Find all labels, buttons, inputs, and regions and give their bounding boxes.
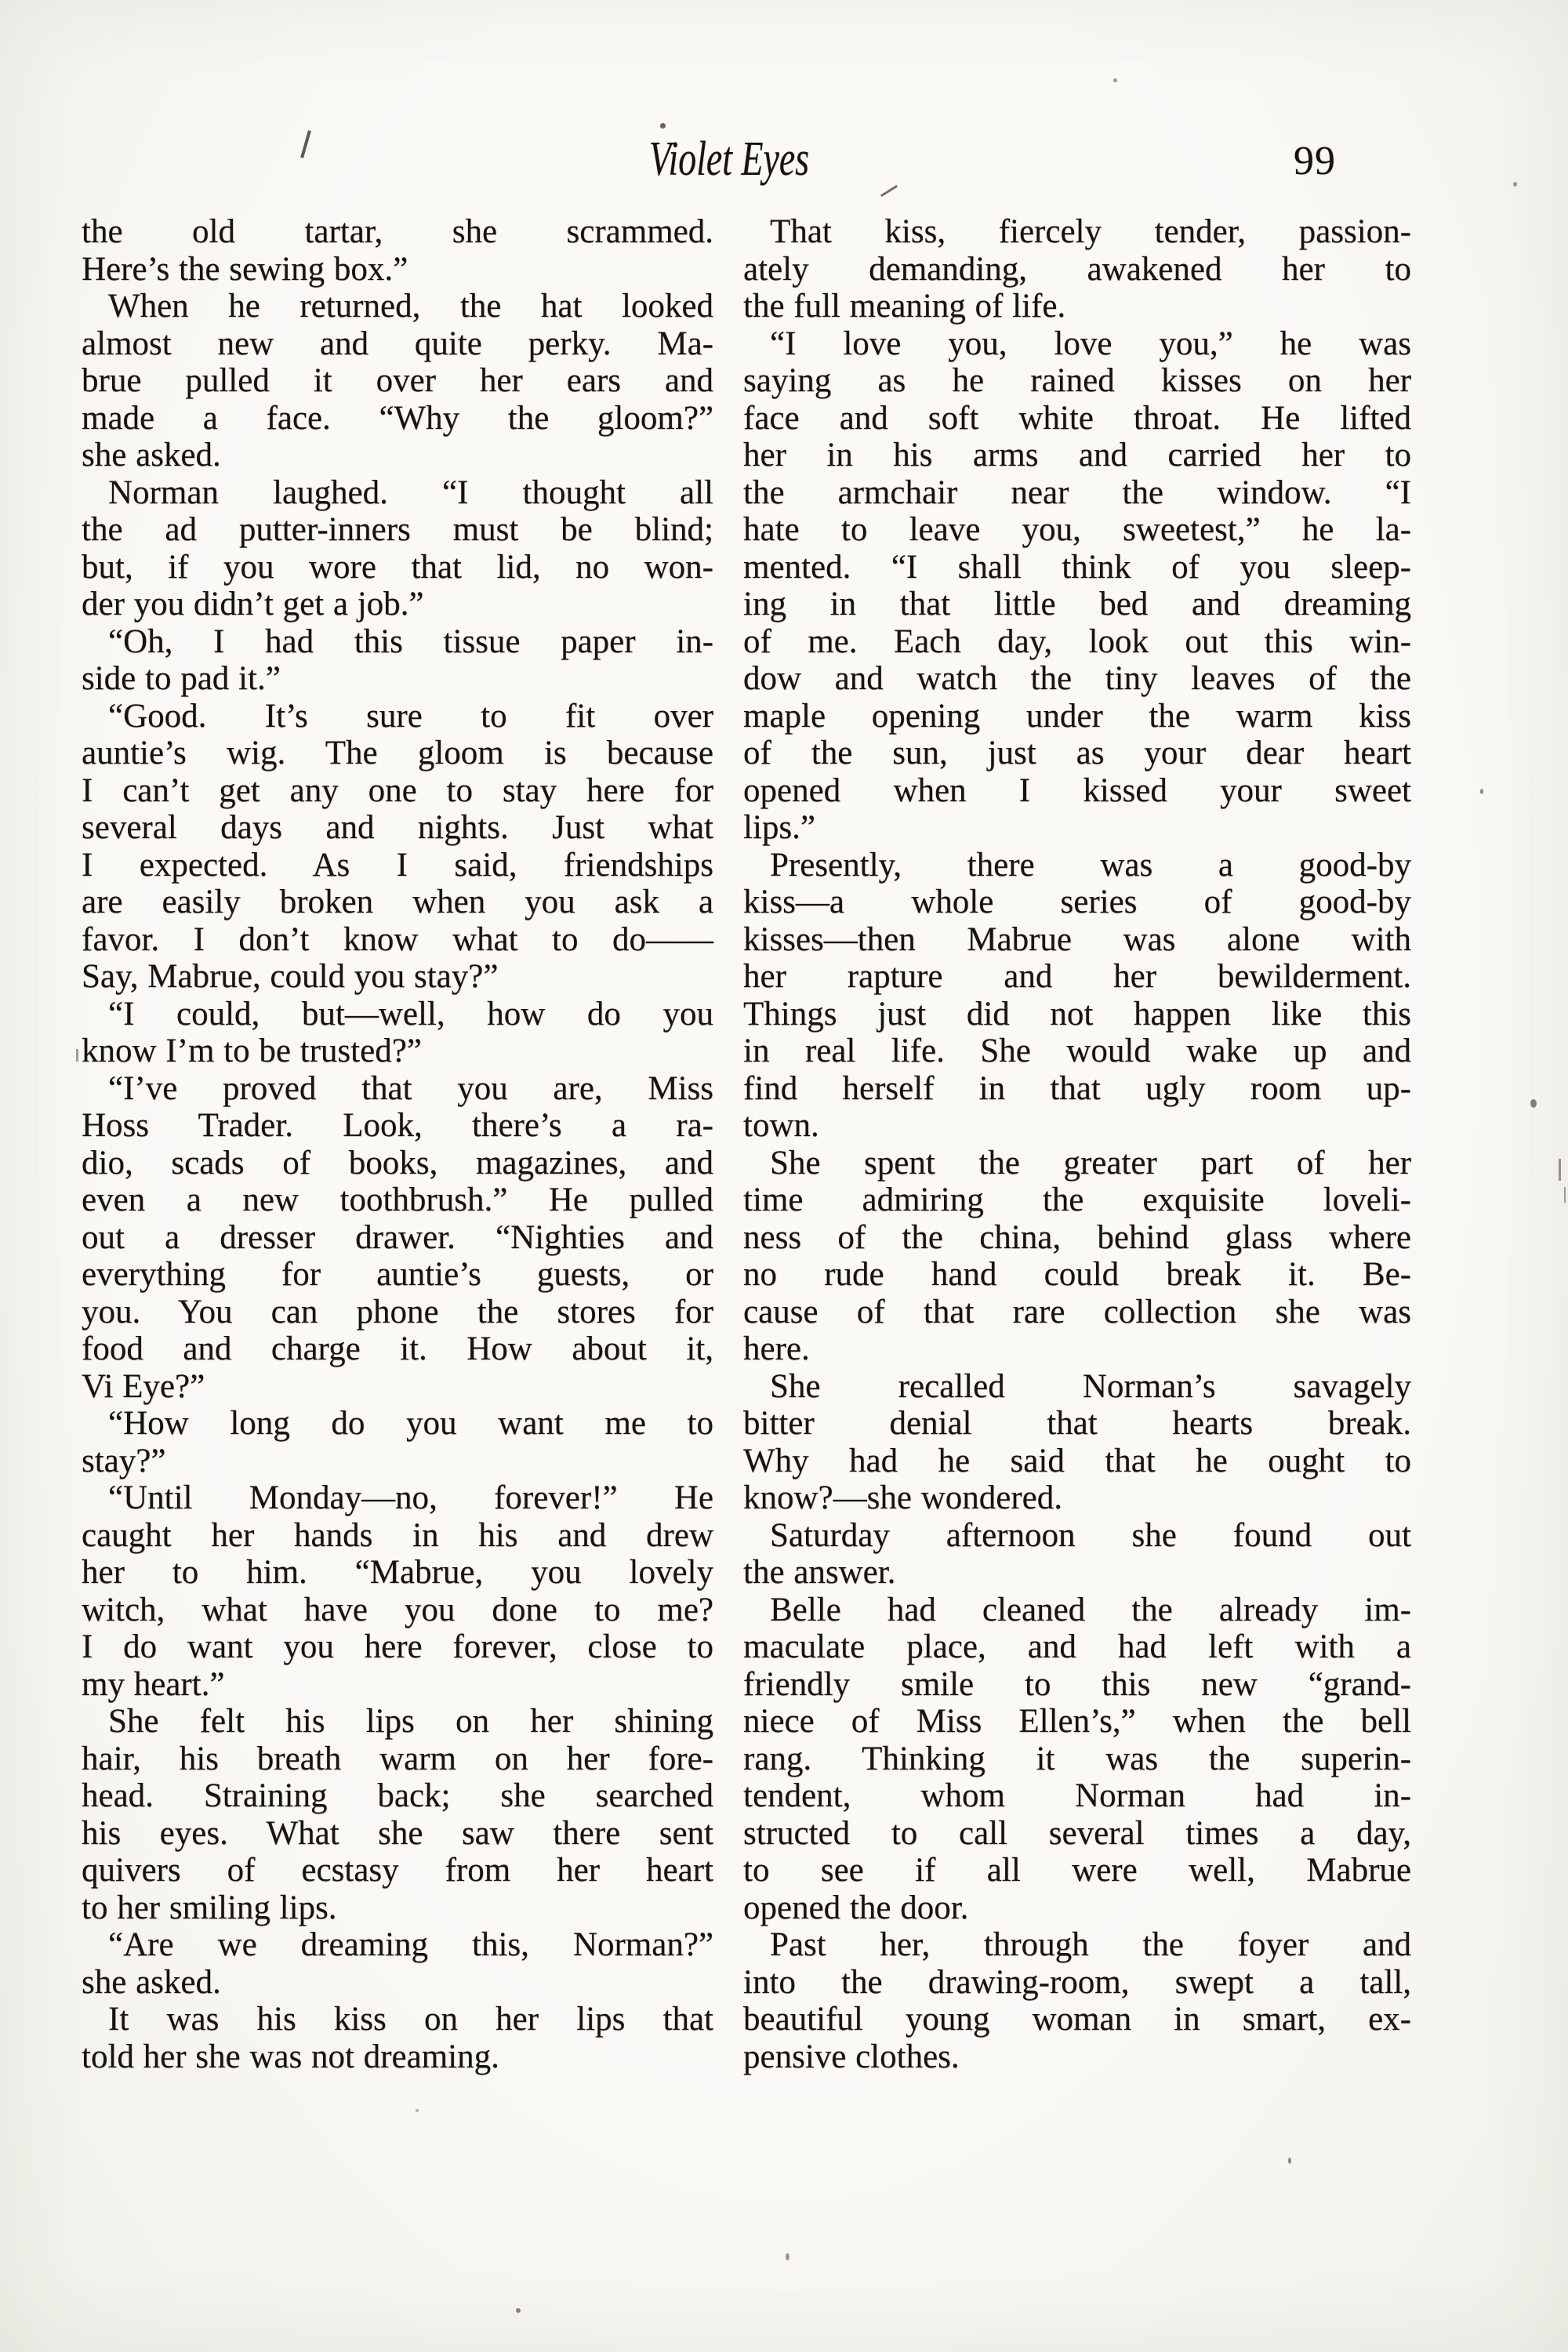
scan-speck xyxy=(660,123,666,129)
text-line: Saturday afternoon she found out xyxy=(770,1516,1411,1554)
text-line: to see if all were well, Mabrue xyxy=(743,1852,1411,1889)
text-line: almost new and quite perky. Ma- xyxy=(82,325,713,362)
text-line: but, if you wore that lid, no won- xyxy=(82,548,713,586)
text-line: opened the door. xyxy=(743,1889,969,1926)
text-line: here. xyxy=(743,1330,810,1367)
text-line: She spent the greater part of her xyxy=(770,1144,1411,1181)
text-line: bitter denial that hearts break. xyxy=(743,1405,1411,1442)
scan-speck xyxy=(1513,182,1517,187)
text-line: caught her hands in his and drew xyxy=(82,1516,713,1554)
text-line: maculate place, and had left with a xyxy=(743,1628,1411,1665)
text-line: She recalled Norman’s savagely xyxy=(770,1367,1411,1405)
text-line: kiss—a whole series of good-by xyxy=(743,884,1411,920)
page-number: 99 xyxy=(1294,139,1336,183)
text-line: Past her, through the foyer and xyxy=(770,1926,1411,1963)
text-line: lips.” xyxy=(743,809,815,846)
page-title-text: Violet Eyes xyxy=(648,132,810,186)
text-line: saying as he rained kisses on her xyxy=(743,362,1411,399)
column-left xyxy=(82,213,713,2075)
text-line: rang. Thinking it was the superin- xyxy=(743,1740,1411,1777)
text-line: auntie’s wig. The gloom is because xyxy=(82,735,713,771)
text-line: Vi Eye?” xyxy=(82,1367,205,1405)
text-line: der you didn’t get a job.” xyxy=(82,586,424,622)
text-line: her to him. “Mabrue, you lovely xyxy=(82,1554,713,1591)
text-line: beautiful young woman in smart, ex- xyxy=(743,2001,1411,2038)
text-line: brue pulled it over her ears and xyxy=(82,362,713,399)
text-line: town. xyxy=(743,1107,819,1144)
column-right xyxy=(743,213,1411,2075)
text-line: you. You can phone the stores for xyxy=(82,1293,713,1330)
text-line: mented. “I shall think of you sleep- xyxy=(743,548,1411,586)
text-line: She felt his lips on her shining xyxy=(108,1703,713,1740)
text-line: in real life. She would wake up and xyxy=(743,1033,1411,1069)
text-line: the armchair near the window. “I xyxy=(743,474,1411,511)
scan-speck xyxy=(1113,78,1117,82)
text-line: hate to leave you, sweetest,” he la- xyxy=(743,511,1411,548)
text-line: “Until Monday—no, forever!” He xyxy=(108,1479,713,1516)
text-line: Presently, there was a good-by xyxy=(770,846,1411,884)
scan-tick-mark xyxy=(1564,1187,1566,1203)
scan-slash-mark xyxy=(300,130,311,158)
text-line: tendent, whom Norman had in- xyxy=(743,1777,1411,1814)
text-line: opened when I kissed your sweet xyxy=(743,771,1411,809)
text-line: “Are we dreaming this, Norman?” xyxy=(108,1926,713,1963)
text-line: his eyes. What she saw there sent xyxy=(82,1814,713,1852)
text-line: everything for auntie’s guests, or xyxy=(82,1256,713,1293)
text-line: “How long do you want me to xyxy=(108,1405,713,1442)
text-line: stay?” xyxy=(82,1442,166,1479)
text-line: Norman laughed. “I thought all xyxy=(108,474,713,511)
text-line: into the drawing-room, swept a tall, xyxy=(743,1963,1411,2001)
text-line: made a face. “Why the gloom?” xyxy=(82,399,713,437)
text-line: “I’ve proved that you are, Miss xyxy=(108,1069,713,1107)
text-line: find herself in that ugly room up- xyxy=(743,1069,1411,1107)
text-line: the full meaning of life. xyxy=(743,288,1066,325)
text-line: pensive clothes. xyxy=(743,2038,960,2075)
text-line: several days and nights. Just what xyxy=(82,809,713,846)
text-line: she asked. xyxy=(82,437,221,474)
text-line: ness of the china, behind glass where xyxy=(743,1218,1411,1256)
text-line: quivers of ecstasy from her heart xyxy=(82,1852,713,1889)
text-line: “Good. It’s sure to fit over xyxy=(108,697,713,735)
scan-speck xyxy=(1480,789,1483,794)
text-line: dow and watch the tiny leaves of the xyxy=(743,660,1411,697)
text-line: I can’t get any one to stay here for xyxy=(82,771,713,809)
text-line: her rapture and her bewilderment. xyxy=(743,958,1411,995)
text-line: know?—she wondered. xyxy=(743,1479,1063,1516)
scan-speck xyxy=(416,2109,419,2112)
text-line: Say, Mabrue, could you stay?” xyxy=(82,958,499,995)
page-title xyxy=(549,132,909,187)
text-line: of me. Each day, look out this win- xyxy=(743,622,1411,660)
scan-speck xyxy=(1530,1099,1537,1108)
text-line: kisses—then Mabrue was alone with xyxy=(743,920,1411,958)
text-line: out a dresser drawer. “Nighties and xyxy=(82,1218,713,1256)
text-line: Here’s the sewing box.” xyxy=(82,250,408,288)
scan-speck xyxy=(1288,2158,1291,2164)
text-line: face and soft white throat. He lifted xyxy=(743,399,1411,437)
scan-tick-mark xyxy=(1559,1159,1561,1181)
text-line: cause of that rare collection she was xyxy=(743,1293,1411,1330)
text-line: told her she was not dreaming. xyxy=(82,2038,499,2075)
scan-speck xyxy=(786,2253,789,2260)
text-line: friendly smile to this new “grand- xyxy=(743,1665,1411,1703)
text-line: even a new toothbrush.” He pulled xyxy=(82,1181,713,1218)
text-line: When he returned, the hat looked xyxy=(108,288,713,325)
scan-speck xyxy=(516,2308,521,2313)
text-line: “I love you, love you,” he was xyxy=(770,325,1411,362)
text-line: It was his kiss on her lips that xyxy=(108,2001,713,2038)
text-line: the answer. xyxy=(743,1554,896,1591)
text-line: head. Straining back; she searched xyxy=(82,1777,713,1814)
scan-tick-mark xyxy=(76,1049,78,1062)
text-line: are easily broken when you ask a xyxy=(82,884,713,920)
text-line: witch, what have you done to me? xyxy=(82,1591,713,1628)
text-line: no rude hand could break it. Be- xyxy=(743,1256,1411,1293)
text-line: Why had he said that he ought to xyxy=(743,1442,1411,1479)
text-line: niece of Miss Ellen’s,” when the bell xyxy=(743,1703,1411,1740)
text-line: side to pad it.” xyxy=(82,660,281,697)
text-line: hair, his breath warm on her fore- xyxy=(82,1740,713,1777)
text-line: the ad putter-inners must be blind; xyxy=(82,511,713,548)
text-line: structed to call several times a day, xyxy=(743,1814,1411,1852)
text-line: Things just did not happen like this xyxy=(743,995,1411,1033)
text-line: Hoss Trader. Look, there’s a ra- xyxy=(82,1107,713,1144)
text-line: know I’m to be trusted?” xyxy=(82,1033,422,1069)
text-line: her in his arms and carried her to xyxy=(743,437,1411,474)
text-line: dio, scads of books, magazines, and xyxy=(82,1144,713,1181)
text-line: That kiss, fiercely tender, passion- xyxy=(770,213,1411,250)
text-line: favor. I don’t know what to do—— xyxy=(82,920,713,958)
text-line: food and charge it. How about it, xyxy=(82,1330,713,1367)
text-line: ing in that little bed and dreaming xyxy=(743,586,1411,622)
text-line: I expected. As I said, friendships xyxy=(82,846,713,884)
text-line: time admiring the exquisite loveli- xyxy=(743,1181,1411,1218)
text-line: she asked. xyxy=(82,1963,221,2001)
text-line: “Oh, I had this tissue paper in- xyxy=(108,622,713,660)
text-line: “I could, but—well, how do you xyxy=(108,995,713,1033)
text-line: to her smiling lips. xyxy=(82,1889,337,1926)
text-line: of the sun, just as your dear heart xyxy=(743,735,1411,771)
text-line: my heart.” xyxy=(82,1665,225,1703)
text-line: I do want you here forever, close to xyxy=(82,1628,713,1665)
text-line: Belle had cleaned the already im- xyxy=(770,1591,1411,1628)
text-line: the old tartar, she scrammed. xyxy=(82,213,713,250)
text-line: ately demanding, awakened her to xyxy=(743,250,1411,288)
text-line: maple opening under the warm kiss xyxy=(743,697,1411,735)
